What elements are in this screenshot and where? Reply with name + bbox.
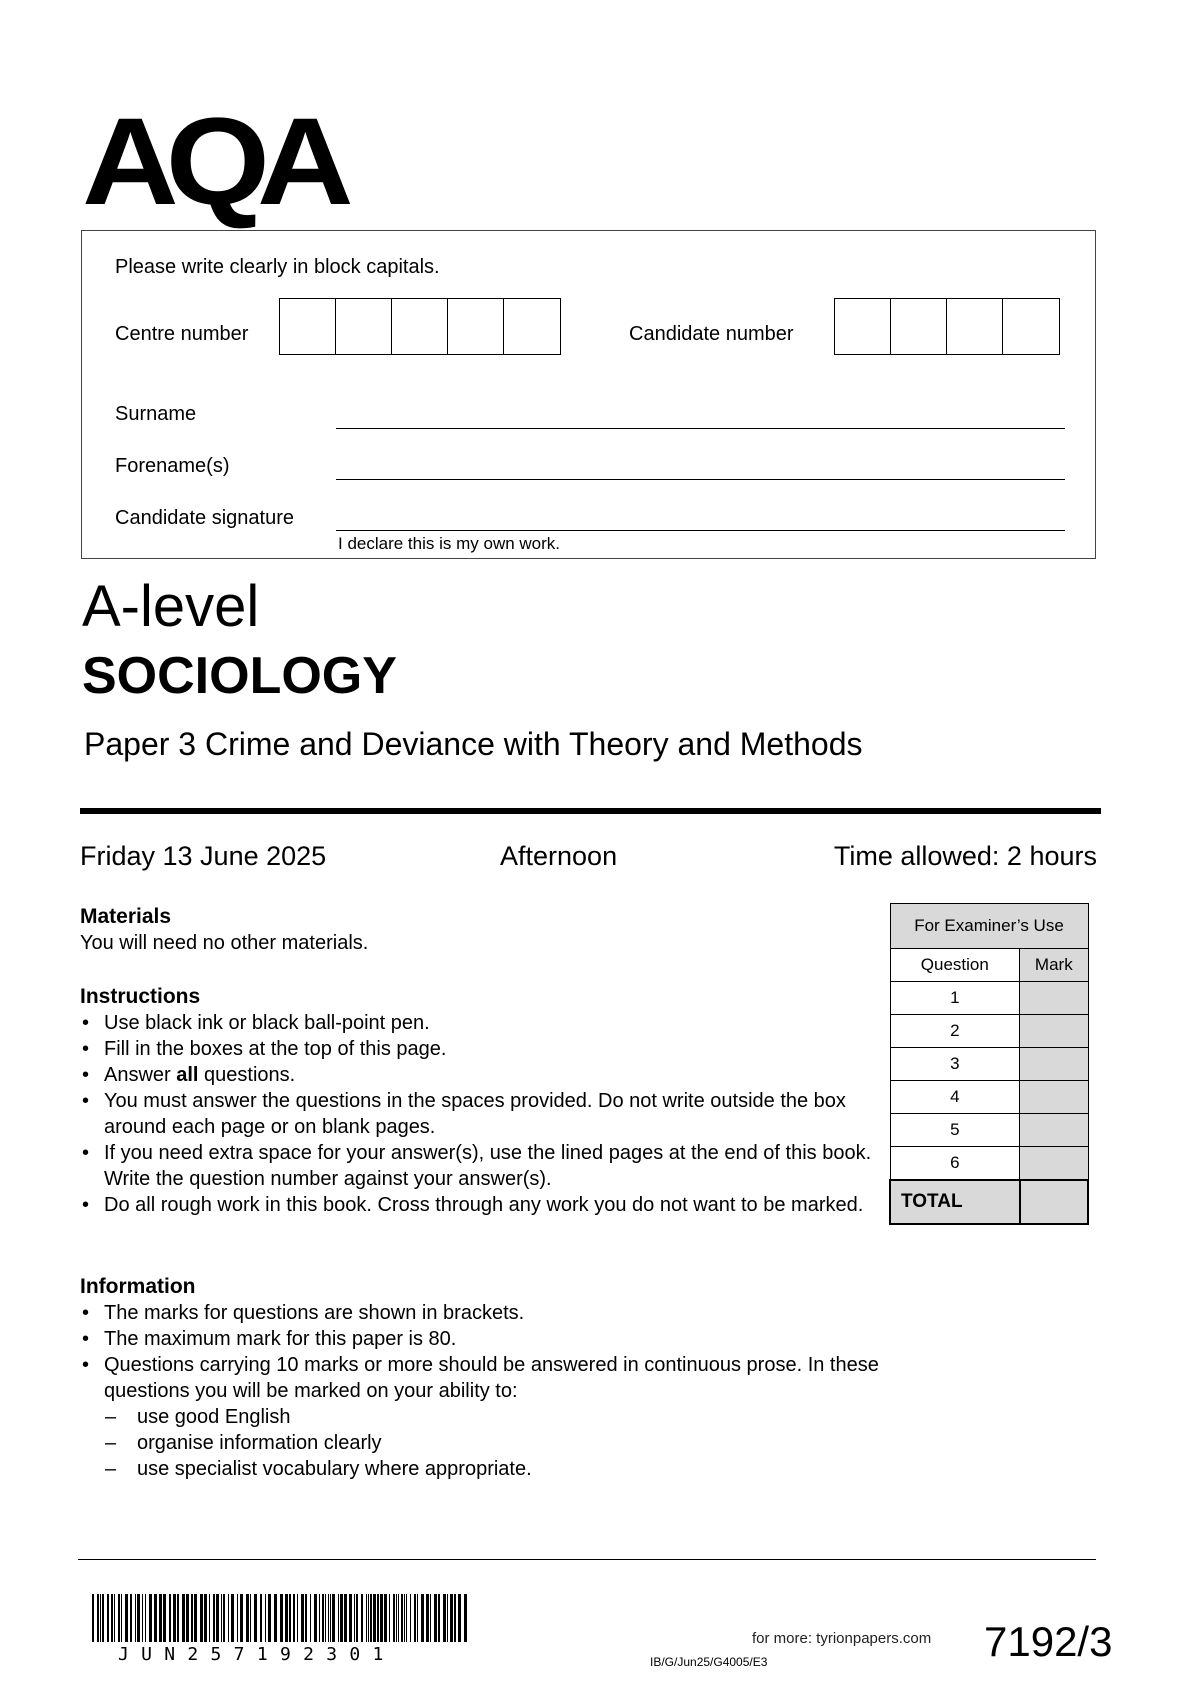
mark-cell: [1020, 1147, 1088, 1181]
barcode-bar: [182, 1594, 185, 1642]
barcode-text: JUN257192301: [118, 1644, 396, 1665]
mark-column-header: Mark: [1020, 949, 1088, 982]
examiner-row: [890, 1114, 1088, 1147]
instruction-item: [80, 1088, 875, 1140]
barcode-bar: [406, 1594, 407, 1642]
barcode-bar: [443, 1594, 446, 1642]
barcode-bar: [361, 1594, 363, 1642]
barcode-bar: [325, 1594, 326, 1642]
barcode-bar: [149, 1594, 152, 1642]
barcode-bar: [213, 1594, 215, 1642]
barcode-bar: [118, 1594, 120, 1642]
barcode-bar: [228, 1594, 229, 1642]
instruction-item: [80, 1192, 875, 1218]
barcode-bar: [349, 1594, 352, 1642]
block-capitals-note: Please write clearly in block capitals.: [115, 256, 440, 278]
instruction-item: [80, 1062, 875, 1088]
exam-session: Afternoon: [500, 841, 618, 871]
barcode-bar: [330, 1594, 331, 1642]
barcode-bar: [137, 1594, 140, 1642]
barcode-bar: [209, 1594, 210, 1642]
barcode-bar: [100, 1594, 101, 1642]
barcode-bar: [328, 1594, 329, 1642]
barcode-bar: [414, 1594, 416, 1642]
barcode-bar: [97, 1594, 99, 1642]
barcode-bar: [332, 1594, 335, 1642]
barcode-bar: [231, 1594, 234, 1642]
instruction-text: If you need extra space for your answer(s), use the lined pages at the end of this book. Write the question number against your answer(s).: [104, 1142, 872, 1190]
information-item: • Questions carrying 10 marks or more should be answered in continuous prose. In these questions you will be marked on your ability to:: [80, 1352, 900, 1404]
barcode-bar: [305, 1594, 307, 1642]
barcode-bar: [250, 1594, 251, 1642]
barcode-bar: [221, 1594, 222, 1642]
question-number: 3: [890, 1048, 1020, 1081]
barcode-bar: [240, 1594, 243, 1642]
candidate-number-label: Candidate number: [629, 323, 794, 345]
time-allowed: Time allowed: 2 hours: [833, 841, 1097, 871]
information-subitem: – use good English: [80, 1404, 900, 1430]
barcode-bar: [130, 1594, 132, 1642]
barcode-bar: [458, 1594, 461, 1642]
subject-title: SOCIOLOGY: [82, 647, 397, 705]
barcode-bar: [121, 1594, 122, 1642]
barcode-bar: [396, 1594, 397, 1642]
question-number: 1: [890, 982, 1020, 1015]
barcode-bar: [398, 1594, 399, 1642]
question-number: 6: [890, 1147, 1020, 1181]
mark-cell: [1020, 982, 1088, 1015]
barcode-bar: [265, 1594, 266, 1642]
barcode-bar: [301, 1594, 304, 1642]
mark-cell: [1020, 1081, 1088, 1114]
exam-date: Friday 13 June 2025: [80, 841, 327, 871]
materials-heading: Materials: [80, 905, 172, 928]
barcode-bar: [268, 1594, 271, 1642]
barcode-bar: [145, 1594, 146, 1642]
barcode-bar: [434, 1594, 437, 1642]
barcode-bar: [102, 1594, 104, 1642]
mark-cell: [1020, 1048, 1088, 1081]
candidate-number-input[interactable]: [834, 298, 1060, 355]
barcode-bar: [384, 1594, 387, 1642]
instruction-text: Do all rough work in this book. Cross through any work you do not want to be marked.: [104, 1194, 864, 1216]
mark-cell: [1020, 1114, 1088, 1147]
information-item: • The marks for questions are shown in brackets.: [80, 1300, 900, 1326]
barcode-bar: [223, 1594, 225, 1642]
barcode: [92, 1594, 474, 1642]
barcode-bar: [340, 1594, 343, 1642]
aqa-logo: AQA: [82, 93, 341, 231]
barcode-bar: [135, 1594, 136, 1642]
barcode-bar: [426, 1594, 429, 1642]
examiner-row: [890, 1147, 1088, 1181]
barcode-bar: [163, 1594, 166, 1642]
information-section: [80, 1274, 900, 1482]
examiner-row: [890, 1015, 1088, 1048]
instruction-text: You must answer the questions in the spaces provided. Do not write outside the box around each page or on blank pages.: [104, 1090, 846, 1138]
barcode-bar: [322, 1594, 324, 1642]
instruction-item: [80, 1140, 875, 1192]
instructions-section: [80, 984, 875, 1218]
examiner-row: [890, 1081, 1088, 1114]
instruction-text: Fill in the boxes at the top of this page.: [104, 1038, 447, 1060]
centre-number-label: Centre number: [115, 323, 249, 345]
barcode-bar: [169, 1594, 171, 1642]
barcode-bar: [159, 1594, 162, 1642]
question-number: 4: [890, 1081, 1020, 1114]
barcode-bar: [401, 1594, 403, 1642]
paper-reference: IB/G/Jun25/G4005/E3: [650, 1655, 768, 1669]
barcode-bar: [404, 1594, 405, 1642]
barcode-bar: [314, 1594, 317, 1642]
barcode-bar: [173, 1594, 176, 1642]
barcode-bar: [310, 1594, 311, 1642]
barcode-bar: [107, 1594, 109, 1642]
barcode-bar: [92, 1594, 94, 1642]
surname-field[interactable]: [336, 428, 1065, 429]
barcode-bar: [154, 1594, 157, 1642]
barcode-bar: [389, 1594, 390, 1642]
paper-title: Paper 3 Crime and Deviance with Theory and Methods: [84, 726, 863, 762]
barcode-bar: [450, 1594, 453, 1642]
barcode-bar: [447, 1594, 448, 1642]
instruction-text: Answer: [104, 1064, 177, 1086]
mark-cell: [1020, 1015, 1088, 1048]
barcode-bar: [344, 1594, 347, 1642]
instruction-emphasis: all: [176, 1064, 199, 1086]
barcode-bar: [380, 1594, 383, 1642]
barcode-bar: [393, 1594, 395, 1642]
barcode-bar: [186, 1594, 189, 1642]
signature-label: Candidate signature: [115, 507, 295, 529]
barcode-bar: [430, 1594, 431, 1642]
barcode-bar: [111, 1594, 113, 1642]
question-column-header: Question: [890, 949, 1020, 982]
barcode-bar: [356, 1594, 358, 1642]
instruction-text: questions.: [198, 1064, 296, 1086]
barcode-bar: [373, 1594, 376, 1642]
barcode-bar: [454, 1594, 456, 1642]
barcode-bar: [370, 1594, 372, 1642]
barcode-bar: [177, 1594, 179, 1642]
barcode-bar: [194, 1594, 197, 1642]
barcode-bar: [354, 1594, 355, 1642]
instruction-text: Use black ink or black ball-point pen.: [104, 1012, 430, 1034]
barcode-bar: [274, 1594, 277, 1642]
information-subitem: – organise information clearly: [80, 1430, 900, 1456]
qualification-level: A-level: [82, 574, 260, 639]
barcode-bar: [142, 1594, 143, 1642]
examiner-row: [890, 982, 1088, 1015]
barcode-bar: [319, 1594, 320, 1642]
watermark-text: for more: tyrionpapers.com: [752, 1630, 932, 1647]
barcode-bar: [125, 1594, 128, 1642]
forename-label: Forename(s): [115, 455, 230, 477]
barcode-bar: [366, 1594, 367, 1642]
barcode-bar: [410, 1594, 411, 1642]
question-number: 2: [890, 1015, 1020, 1048]
barcode-bar: [280, 1594, 283, 1642]
information-heading: Information: [80, 1275, 196, 1298]
surname-label: Surname: [115, 403, 197, 425]
instructions-heading: Instructions: [80, 985, 201, 1008]
paper-code: 7192/3: [984, 1618, 1113, 1665]
total-label: TOTAL: [890, 1180, 1020, 1224]
centre-number-input[interactable]: [279, 298, 561, 355]
barcode-bar: [114, 1594, 115, 1642]
barcode-bar: [377, 1594, 379, 1642]
barcode-bar: [204, 1594, 207, 1642]
barcode-bar: [237, 1594, 238, 1642]
signature-field[interactable]: [336, 530, 1065, 531]
examiner-row: [890, 1048, 1088, 1081]
barcode-bar: [338, 1594, 339, 1642]
barcode-bar: [417, 1594, 418, 1642]
instruction-item: [80, 1010, 875, 1036]
question-number: 5: [890, 1114, 1020, 1147]
barcode-bar: [260, 1594, 262, 1642]
barcode-bar: [246, 1594, 249, 1642]
barcode-bar: [297, 1594, 298, 1642]
examiner-table-title: For Examiner’s Use: [890, 904, 1088, 949]
barcode-bar: [289, 1594, 291, 1642]
divider: [80, 808, 1101, 814]
footer-divider: [78, 1559, 1096, 1560]
barcode-bar: [285, 1594, 288, 1642]
declaration-text: I declare this is my own work.: [338, 534, 561, 553]
barcode-bar: [200, 1594, 203, 1642]
barcode-bar: [438, 1594, 440, 1642]
instruction-item: [80, 1036, 875, 1062]
examiner-use-table: [889, 903, 1089, 1225]
barcode-bar: [191, 1594, 193, 1642]
information-subitem: – use specialist vocabulary where appropriate.: [80, 1456, 900, 1482]
total-mark-cell: [1020, 1180, 1088, 1224]
barcode-bar: [368, 1594, 369, 1642]
forename-field[interactable]: [336, 479, 1065, 480]
barcode-bar: [216, 1594, 219, 1642]
barcode-bar: [254, 1594, 257, 1642]
barcode-bar: [421, 1594, 424, 1642]
barcode-bar: [293, 1594, 295, 1642]
materials-text: You will need no other materials.: [80, 932, 369, 954]
information-item: • The maximum mark for this paper is 80.: [80, 1326, 900, 1352]
materials-section: [80, 904, 368, 956]
barcode-bar: [464, 1594, 467, 1642]
